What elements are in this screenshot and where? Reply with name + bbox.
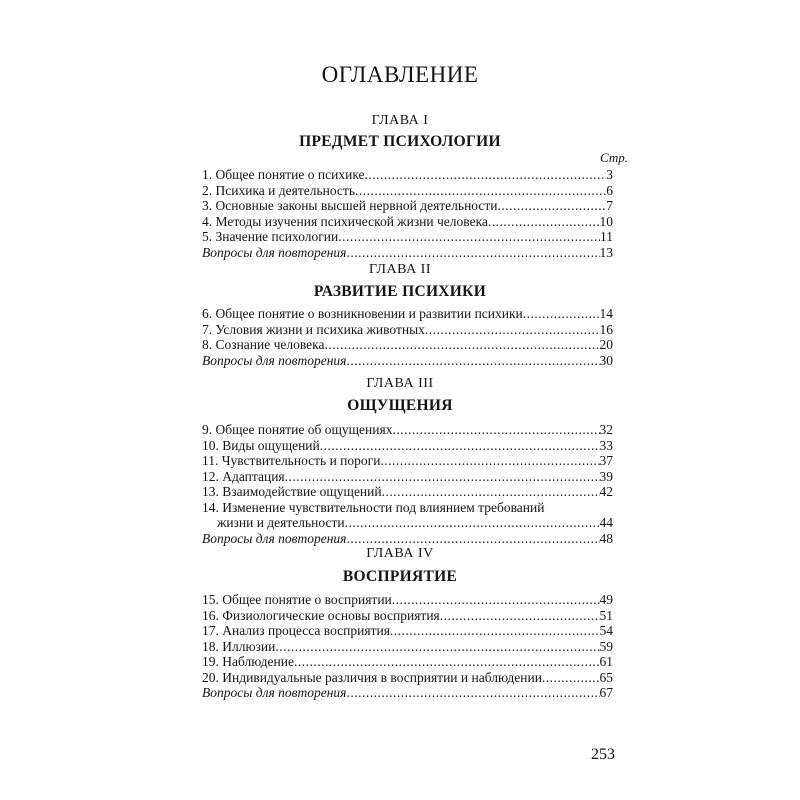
entry-page: 11 <box>600 229 613 244</box>
entry-title: Вопросы для повторения <box>202 352 347 368</box>
entry-title: 2. Психика и деятельность <box>202 182 355 198</box>
toc-entry <box>202 245 613 260</box>
toc-entry <box>202 422 613 437</box>
entry-page: 33 <box>599 437 613 453</box>
entry-title-continued: жизни и деятельности <box>217 514 345 530</box>
toc-entry <box>202 484 613 499</box>
chapter-1-title: ПРЕДМЕТ ПСИХОЛОГИИ <box>299 133 501 150</box>
leader-dots <box>285 469 600 484</box>
toc-entry <box>202 229 613 244</box>
leader-dots <box>345 515 600 530</box>
entry-page: 7 <box>606 198 613 213</box>
leader-dots <box>390 623 600 638</box>
leader-dots <box>392 592 600 607</box>
toc-entry <box>202 214 613 229</box>
leader-dots <box>275 639 599 654</box>
entry-page: 39 <box>599 468 613 484</box>
toc-entry <box>202 670 613 685</box>
entry-title: 6. Общее понятие о возникновении и развитии психики <box>202 306 523 321</box>
leader-dots <box>380 453 599 468</box>
entry-title: 13. Взаимодействие ощущений <box>202 484 382 499</box>
toc-entry <box>202 500 613 530</box>
toc-entry <box>202 685 613 700</box>
toc-entry <box>202 654 613 669</box>
leader-dots <box>542 670 600 685</box>
entry-page: 10 <box>599 213 613 229</box>
entry-title: 8. Сознание человека <box>202 337 325 352</box>
toc-entry <box>202 608 613 623</box>
chapter-3-head: ГЛАВА III <box>366 376 434 391</box>
entry-page: 49 <box>599 592 613 607</box>
chapter-4-title: ВОСПРИЯТИЕ <box>342 568 458 585</box>
entry-title: 17. Анализ процесса восприятия <box>202 623 390 638</box>
entry-page: 3 <box>606 167 613 182</box>
leader-dots <box>488 214 600 229</box>
toc-entry <box>202 167 613 182</box>
leader-dots <box>338 229 600 244</box>
entry-title: Вопросы для повторения <box>202 244 347 260</box>
leader-dots <box>440 608 600 623</box>
entry-page: 59 <box>599 638 613 654</box>
leader-dots <box>346 353 599 368</box>
toc-entry <box>202 592 613 607</box>
toc-entry <box>202 353 613 368</box>
entry-title: 18. Иллюзии <box>202 638 276 654</box>
entry-title: 20. Индивидуальные различия в восприятии и наблюдении <box>202 669 542 685</box>
entry-title: 12. Адаптация <box>202 468 285 484</box>
page-number: 253 <box>591 746 615 763</box>
chapter-3-title: ОЩУЩЕНИЯ <box>347 397 453 414</box>
page-column-label: Стр. <box>600 150 628 165</box>
toc-entry <box>202 623 613 638</box>
entry-title: 16. Физиологические основы восприятия <box>202 607 440 623</box>
entry-page: 32 <box>599 422 613 437</box>
entry-page: 20 <box>599 337 613 352</box>
entry-title: 4. Методы изучения психической жизни человека <box>202 213 488 229</box>
entry-page: 16 <box>599 321 613 337</box>
chapter-2-title: РАЗВИТИЕ ПСИХИКИ <box>313 283 487 300</box>
entry-title: Вопросы для повторения <box>202 685 347 700</box>
page-title: ОГЛАВЛЕНИЕ <box>321 62 479 87</box>
leader-dots <box>498 198 607 213</box>
leader-dots <box>355 183 606 198</box>
entry-page: 48 <box>599 530 613 546</box>
toc-entry <box>202 438 613 453</box>
entry-title: 7. Условия жизни и психика животных <box>202 321 425 337</box>
leader-dots <box>382 484 600 499</box>
entry-page: 54 <box>599 623 613 638</box>
entry-page: 67 <box>599 685 613 700</box>
toc-entry <box>202 198 613 213</box>
leader-dots <box>346 245 599 260</box>
entry-title: Вопросы для повторения <box>202 530 347 546</box>
chapter-1-head: ГЛАВА I <box>371 113 429 128</box>
entry-page: 13 <box>599 244 613 260</box>
toc-entry <box>202 322 613 337</box>
entry-page: 14 <box>599 306 613 321</box>
leader-dots <box>346 531 599 546</box>
leader-dots <box>320 438 600 453</box>
entry-title: 11. Чувствительность и пороги <box>202 453 381 468</box>
leader-dots <box>392 422 599 437</box>
entry-page: 37 <box>599 453 613 468</box>
entry-title: 9. Общее понятие об ощущениях <box>202 422 393 437</box>
chapter-4-head: ГЛАВА IV <box>366 546 434 561</box>
entry-page: 51 <box>599 607 613 623</box>
toc-entry <box>202 531 613 546</box>
toc-entry <box>202 183 613 198</box>
toc-entry <box>202 639 613 654</box>
entry-title: 10. Виды ощущений <box>202 437 320 453</box>
entry-page: 65 <box>599 669 613 685</box>
leader-dots <box>346 685 599 700</box>
entry-title: 14. Изменение чувствительности под влиянием требований <box>202 499 545 515</box>
chapter-2-head: ГЛАВА II <box>368 262 432 277</box>
leader-dots <box>523 306 600 321</box>
leader-dots <box>425 322 600 337</box>
entry-title: 15. Общее понятие о восприятии <box>202 592 392 607</box>
entry-title: 5. Значение психологии <box>202 229 339 244</box>
entry-page: 6 <box>606 182 613 198</box>
leader-dots <box>325 337 600 352</box>
toc-entry <box>202 306 613 321</box>
entry-page: 42 <box>599 484 613 499</box>
toc-entry <box>202 453 613 468</box>
entry-title: 1. Общее понятие о психике <box>202 167 365 182</box>
entry-page: 61 <box>599 654 613 669</box>
leader-dots <box>294 654 600 669</box>
entry-title: 3. Основные законы высшей нервной деятельности <box>202 198 498 213</box>
toc-entry <box>202 469 613 484</box>
entry-page: 30 <box>599 352 613 368</box>
entry-page: 44 <box>599 514 613 530</box>
entry-title: 19. Наблюдение <box>202 654 294 669</box>
toc-entry <box>202 337 613 352</box>
leader-dots <box>365 167 607 182</box>
